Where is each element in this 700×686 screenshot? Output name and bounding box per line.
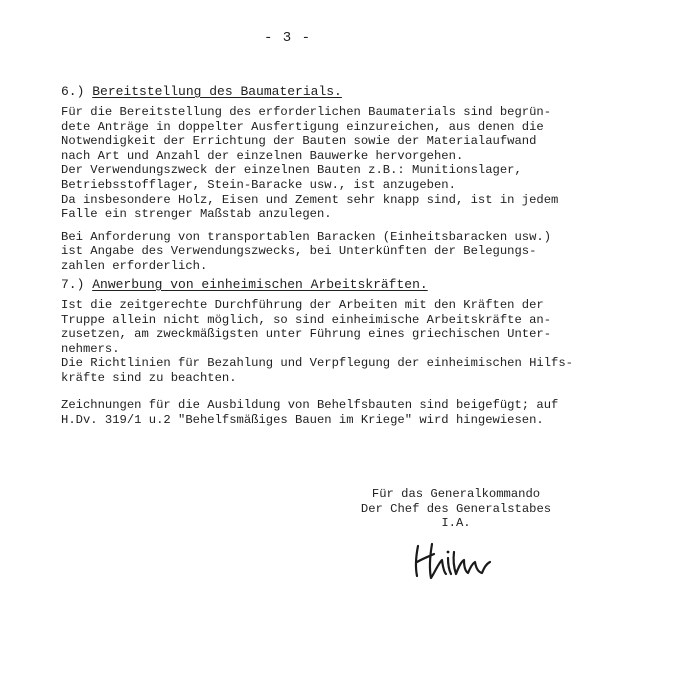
signature-line-2: Der Chef des Generalstabes xyxy=(360,501,552,516)
section-7-paragraph-1: Ist die zeitgerechte Durchführung der Arbeiten mit den Kräften der Truppe allein nicht möglich, so sind einheimische Arbeitskräfte an- zusetzen, am zweckmäßigsten unter Führung eines griechischen Unter- nehmers. Die Richtlinien für Bezahlung und Verpflegung der einheimischen Hilfs- kräfte sind zu beachten. xyxy=(61,298,573,385)
signature-line-1: Für das Generalkommando xyxy=(371,487,541,501)
section-6-title: Bereitstellung des Baumaterials. xyxy=(92,84,342,99)
section-7-title: Anwerbung von einheimischen Arbeitskräften. xyxy=(92,277,428,292)
section-7-heading xyxy=(61,277,661,292)
signature-block xyxy=(356,487,556,531)
section-6-number: 6.) xyxy=(61,84,85,99)
closing-paragraph: Zeichnungen für die Ausbildung von Behelfsbauten sind beigefügt; auf H.Dv. 319/1 u.2 "Behelfsmäßiges Bauen im Kriege" wird hingewiesen. xyxy=(61,398,559,427)
section-6 xyxy=(61,84,661,282)
section-6-paragraph-1: Für die Bereitstellung des erforderlichen Baumaterials sind begrün- dete Anträge in doppelter Ausfertigung einzureichen, aus denen die Notwendigkeit der Errichtung der Bauten sowie der Materialaufwand nach Art und Anzahl der einzelnen Bauwerke hervorgehen. Der Verwendungszweck der einzelnen Bauten z.B.: Munitionslager, Betriebsstofflager, Stein-Baracke usw., ist anzugeben. Da insbesondere Holz, Eisen und Zement sehr knapp sind, ist in jedem Falle ein strenger Maßstab anzulegen. xyxy=(61,105,559,222)
signature-line-3: I.A. xyxy=(441,516,471,531)
section-7 xyxy=(61,277,661,394)
section-7-number: 7.) xyxy=(61,277,85,292)
page-number: - 3 - xyxy=(264,30,312,46)
closing-note xyxy=(61,398,661,435)
section-6-paragraph-2: Bei Anforderung von transportablen Baracken (Einheitsbaracken usw.) ist Angabe des Verwendungszwecks, bei Unterkünften der Belegungs- zahlen erforderlich. xyxy=(61,229,552,273)
section-6-heading xyxy=(61,84,661,99)
handwritten-signature xyxy=(412,538,496,582)
